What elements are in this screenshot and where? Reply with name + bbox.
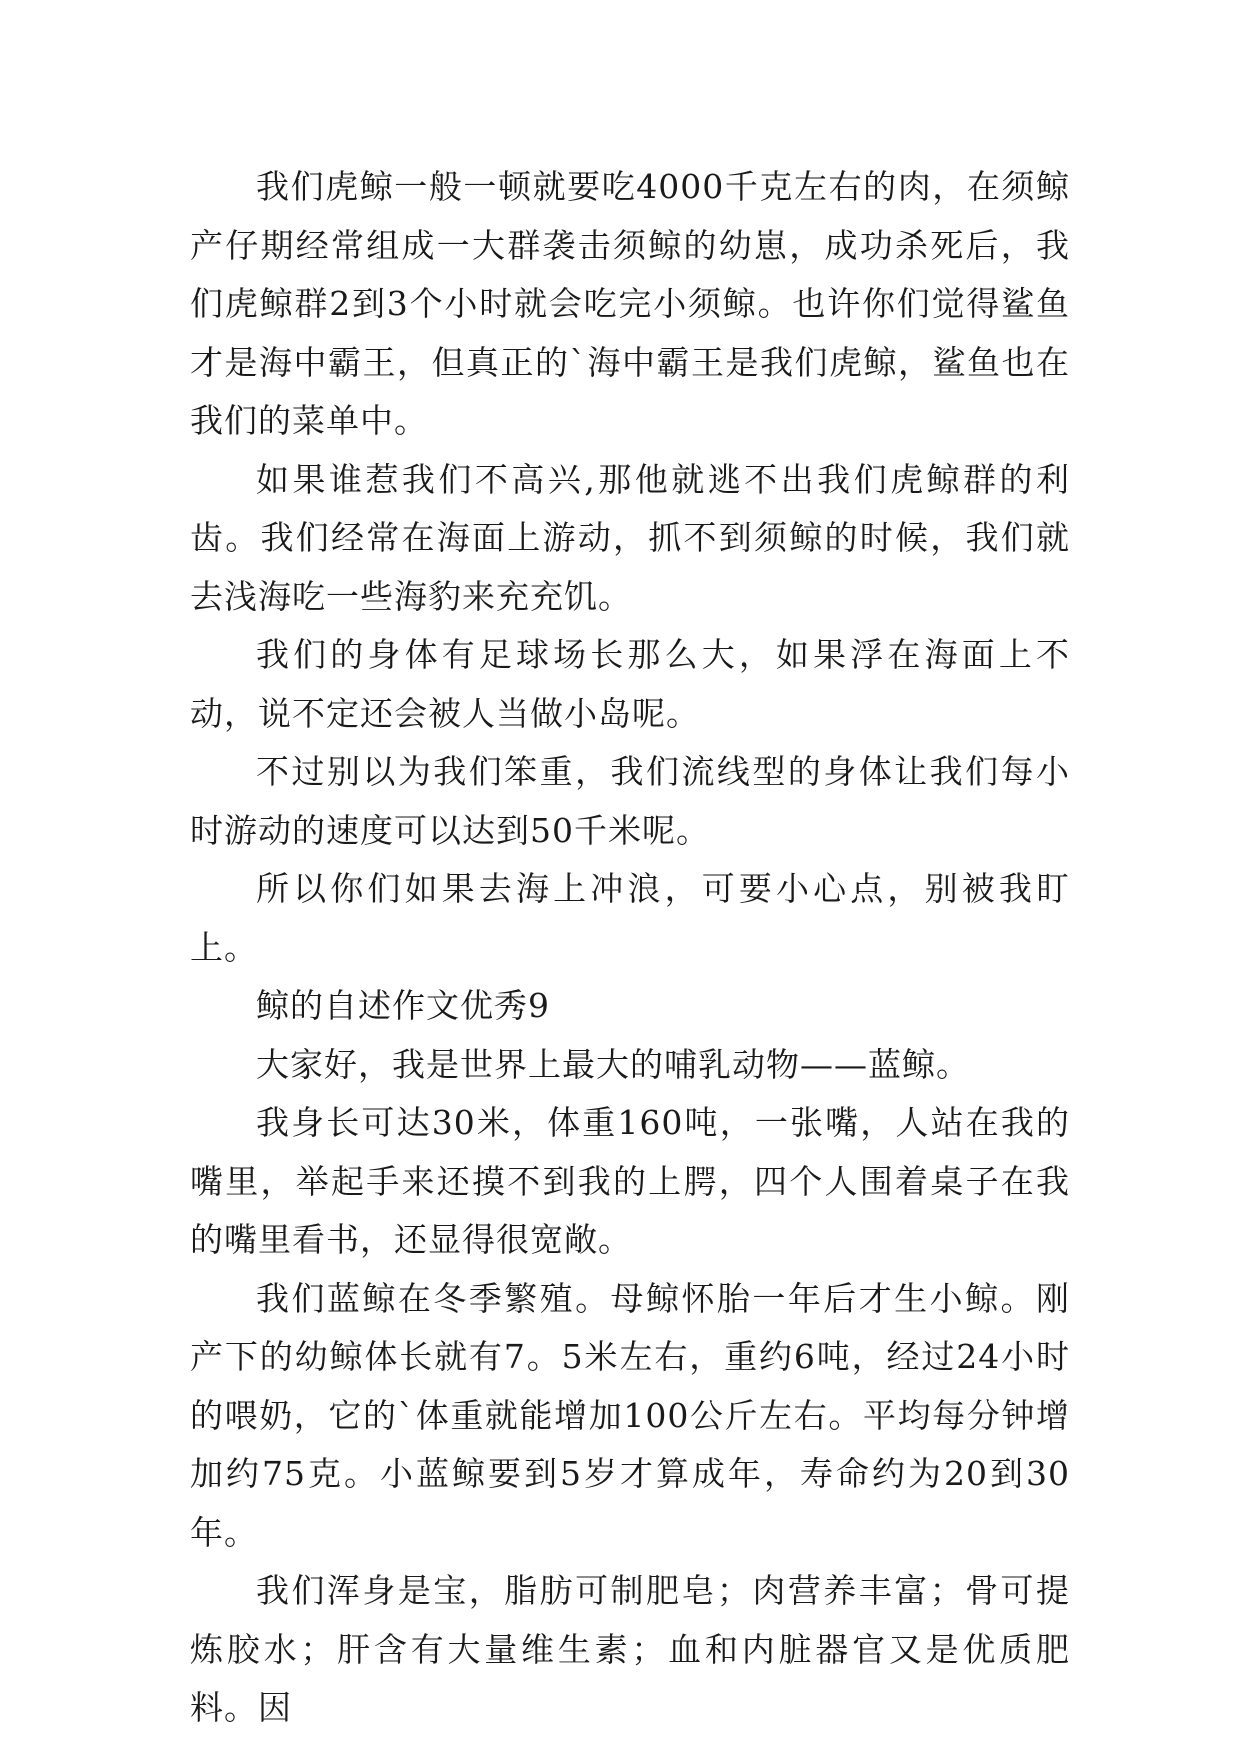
paragraph-bluewhale-size: 我身长可达30米，体重160吨，一张嘴，人站在我的嘴里，举起手来还摸不到我的上腭，四个人围着桌子在我的嘴里看书，还显得很宽敞。 (190, 1103, 1070, 1259)
paragraph-orca-diet: 我们虎鲸一般一顿就要吃4000千克左右的肉，在须鲸产仔期经常组成一大群袭击须鲸的幼崽，成功杀死后，我们虎鲸群2到3个小时就会吃完小须鲸。也许你们觉得鲨鱼才是海中霸王，但真正的`海中霸王是我们虎鲸，鲨鱼也在我们的菜单中。 (190, 167, 1070, 440)
paragraph-bluewhale-intro: 大家好，我是世界上最大的哺乳动物——蓝鲸。 (256, 1044, 970, 1084)
section-title: 鲸的自述作文优秀9 (256, 986, 550, 1025)
paragraph-orca-speed: 不过别以为我们笨重，我们流线型的身体让我们每小时游动的速度可以达到50千米呢。 (190, 752, 1070, 850)
paragraph-orca-teeth: 如果谁惹我们不高兴,那他就逃不出我们虎鲸群的利齿。我们经常在海面上游动，抓不到须鲸的时候，我们就去浅海吃一些海豹来充充饥。 (190, 459, 1070, 616)
paragraph-orca-warning: 所以你们如果去海上冲浪，可要小心点，别被我盯上。 (190, 869, 1070, 967)
paragraph-orca-size: 我们的身体有足球场长那么大，如果浮在海面上不动，说不定还会被人当做小岛呢。 (190, 635, 1070, 733)
document-body (190, 158, 1070, 1738)
paragraph-bluewhale-breeding: 我们蓝鲸在冬季繁殖。母鲸怀胎一年后才生小鲸。刚产下的幼鲸体长就有7。5米左右，重约6吨，经过24小时的喂奶，它的`体重就能增加100公斤左右。平均每分钟增加约75克。小蓝鲸要到5岁才算成年，寿命约为20到30年。 (190, 1278, 1070, 1552)
paragraph-bluewhale-uses: 我们浑身是宝，脂肪可制肥皂；肉营养丰富；骨可提炼胶水；肝含有大量维生素；血和内脏器官又是优质肥料。因 (190, 1571, 1070, 1727)
